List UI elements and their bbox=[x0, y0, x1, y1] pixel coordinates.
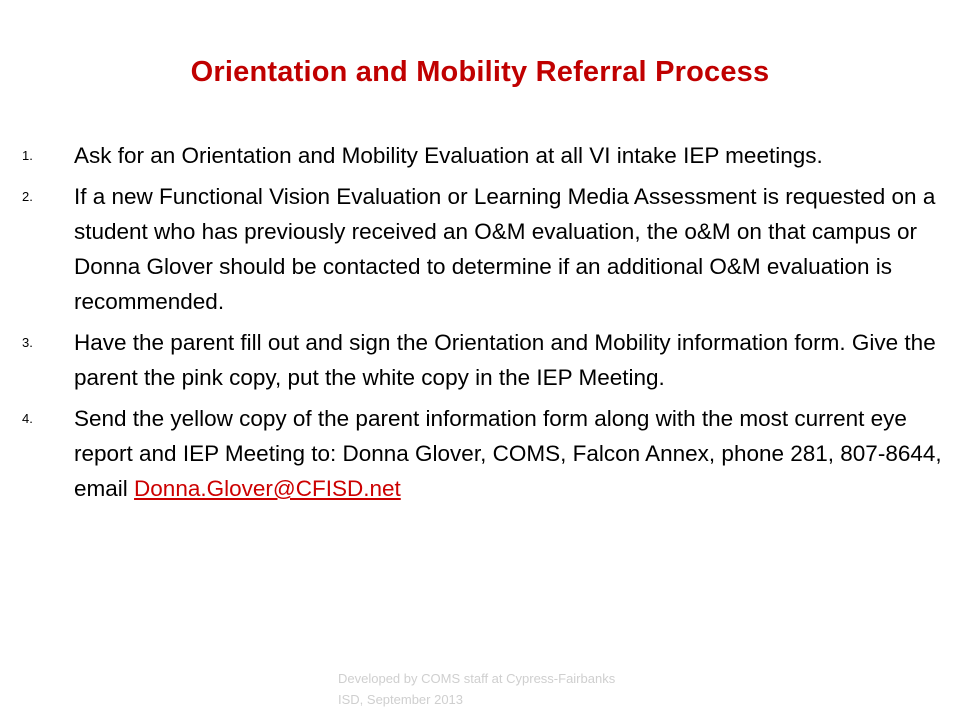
step-text: Send the yellow copy of the parent information form along with the most current eye report and IEP Meeting to: Donna Glover, COMS, Falcon Annex, phone 281, 807-8644, email bbox=[74, 406, 942, 501]
step-number: 1. bbox=[22, 148, 33, 163]
step-text: If a new Functional Vision Evaluation or Learning Media Assessment is requested on a student who has previously received an O&M evaluation, the o&M on that campus or Donna Glover should be contacted to determine if an additional O&M evaluation is recommended. bbox=[74, 184, 936, 314]
step-number: 2. bbox=[22, 189, 33, 204]
email-link[interactable]: Donna.Glover@CFISD.net bbox=[134, 476, 401, 501]
step-number: 3. bbox=[22, 335, 33, 350]
referral-steps-list bbox=[22, 138, 947, 512]
step-text: Ask for an Orientation and Mobility Evaluation at all VI intake IEP meetings. bbox=[74, 143, 823, 168]
step-number: 4. bbox=[22, 411, 33, 426]
step-item-2 bbox=[22, 179, 947, 319]
footer-credit: Developed by COMS staff at Cypress-Fairbanks ISD, September 2013 bbox=[338, 671, 616, 707]
step-item-4 bbox=[22, 401, 947, 506]
step-item-1 bbox=[22, 138, 947, 173]
step-item-3 bbox=[22, 325, 947, 395]
step-text: Have the parent fill out and sign the Orientation and Mobility information form. Give the parent the pink copy, put the white copy in the IEP Meeting. bbox=[74, 330, 936, 390]
slide-title: Orientation and Mobility Referral Process bbox=[190, 56, 770, 88]
